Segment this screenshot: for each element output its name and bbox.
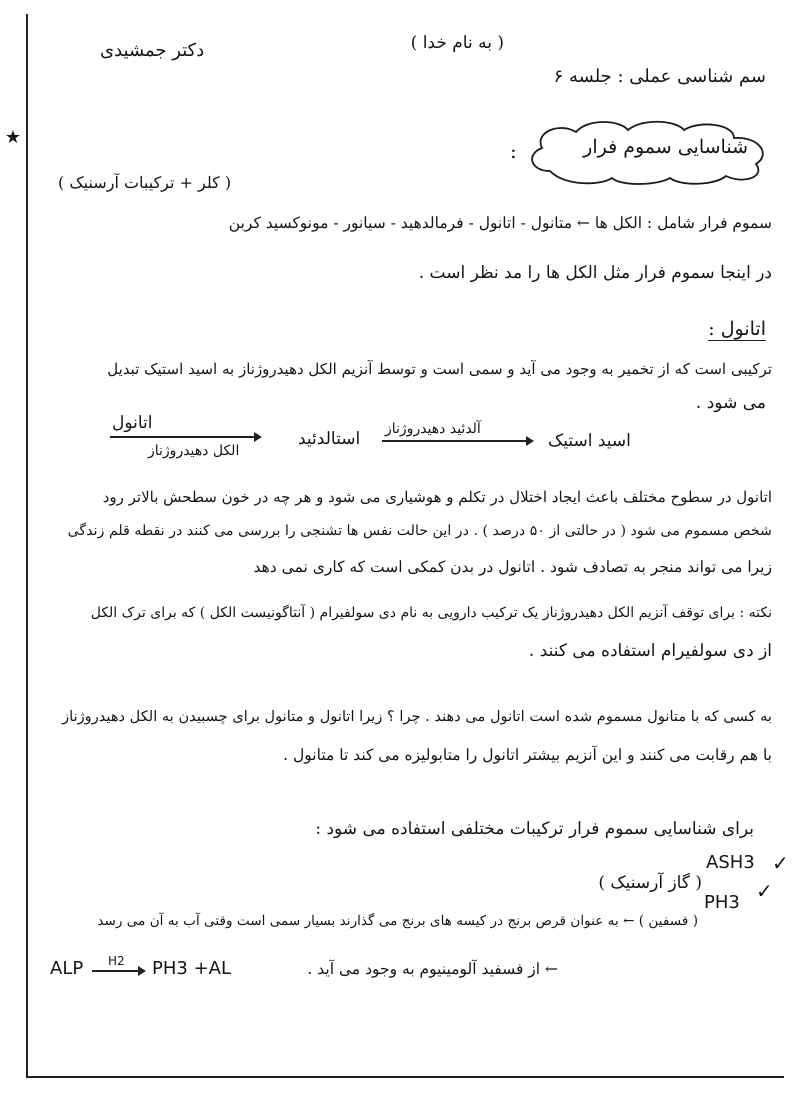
line-12-arsine: ( گاز آرسنیک ) bbox=[598, 873, 702, 893]
line-4: اتانول در سطوح مختلف باعث ایجاد اختلال در تکلم و هوشیاری می شود و هر چه در خون سطحش بالاتر رود bbox=[102, 488, 772, 506]
line-5: شخص مسموم می شود ( در حالتی از ۵۰ درصد ) . در این حالت نفس ها تشنجی را بررسی می کنند در نقطه قلم زندگی bbox=[67, 523, 772, 539]
author-name: دکتر جمشیدی bbox=[100, 40, 205, 61]
line-14: ← از فسفید آلومینیوم به وجود می آید . bbox=[307, 960, 558, 978]
line-13-phosphine: ( فسفین ) ← به عنوان قرص برنج در کیسه های برنج می گذارند بسیار سمی است وقتی آب به آن می رسد bbox=[97, 913, 698, 929]
reaction-acetic-acid: اسید استیک bbox=[548, 431, 631, 451]
reaction-ethanol: اتانول bbox=[112, 413, 153, 433]
reaction-enzyme-2: آلدئید دهیدروژناز bbox=[385, 421, 481, 437]
reaction-arrow-1 bbox=[110, 436, 260, 438]
line-2: در اینجا سموم فرار مثل الکل ها را مد نظر است . bbox=[418, 263, 772, 283]
line-10: با هم رقابت می کنند و این آنزیم بیشتر اتانول را متابولیزه می کند تا متانول . bbox=[283, 746, 772, 764]
line-1: سموم فرار شامل : الکل ها ← متانول - اتانول - فرمالدهید - سیانور - مونوکسید کربن bbox=[228, 214, 772, 232]
formula-products: PH3 +AL bbox=[152, 958, 231, 979]
line-11: برای شناسایی سموم فرار ترکیبات مختلفی استفاده می شود : bbox=[315, 819, 754, 839]
bottom-border-line bbox=[26, 1076, 784, 1078]
line-3b: می شود . bbox=[695, 393, 766, 413]
topic-colon: : bbox=[510, 139, 517, 163]
line-3: ترکیبی است که از تخمیر به وجود می آید و سمی است و توسط آنزیم الکل دهیدروژناز به اسید استیک تبدیل bbox=[107, 360, 772, 378]
reaction-arrow-2 bbox=[382, 440, 532, 442]
reaction-enzyme-1: الکل دهیدروژناز bbox=[148, 443, 240, 459]
formula-alp: ALP bbox=[50, 958, 84, 979]
line-1b: ( کلر + ترکیبات آرسنیک ) bbox=[58, 173, 232, 192]
check-mark-1: ✓ bbox=[772, 851, 789, 875]
line-6: زیرا می تواند منجر به تصادف شود . اتانول در بدن کمکی است که کاری نمی دهد bbox=[253, 558, 772, 576]
basmala: ( به نام خدا ) bbox=[410, 33, 504, 53]
line-9: به کسی که با متانول مسموم شده است اتانول می دهند . چرا ؟ زیرا اتانول و متانول برای چسبیدن به الکل دهیدروژناز bbox=[62, 708, 772, 725]
formula-ph3: PH3 bbox=[704, 892, 740, 913]
line-8: از دی سولفیرام استفاده می کنند . bbox=[528, 641, 772, 661]
check-mark-2: ✓ bbox=[756, 879, 773, 903]
formula-h2: H2 bbox=[108, 954, 125, 968]
formula-ash3: ASH3 bbox=[706, 852, 755, 873]
left-border-line bbox=[26, 14, 28, 1078]
ethanol-heading: اتانول : bbox=[708, 318, 766, 340]
star-marker: ★ bbox=[4, 127, 21, 148]
course-session: سم شناسی عملی : جلسه ۶ bbox=[553, 66, 766, 87]
line-7: نکته : برای توقف آنزیم الکل دهیدروژناز یک ترکیب دارویی به نام دی سولفیرام ( آنتاگونیست الکل ) که برای ترک الکل bbox=[90, 605, 772, 621]
topic-title: شناسایی سموم فرار bbox=[583, 136, 748, 158]
reaction-acetaldehyde: استالدئید bbox=[298, 429, 361, 449]
